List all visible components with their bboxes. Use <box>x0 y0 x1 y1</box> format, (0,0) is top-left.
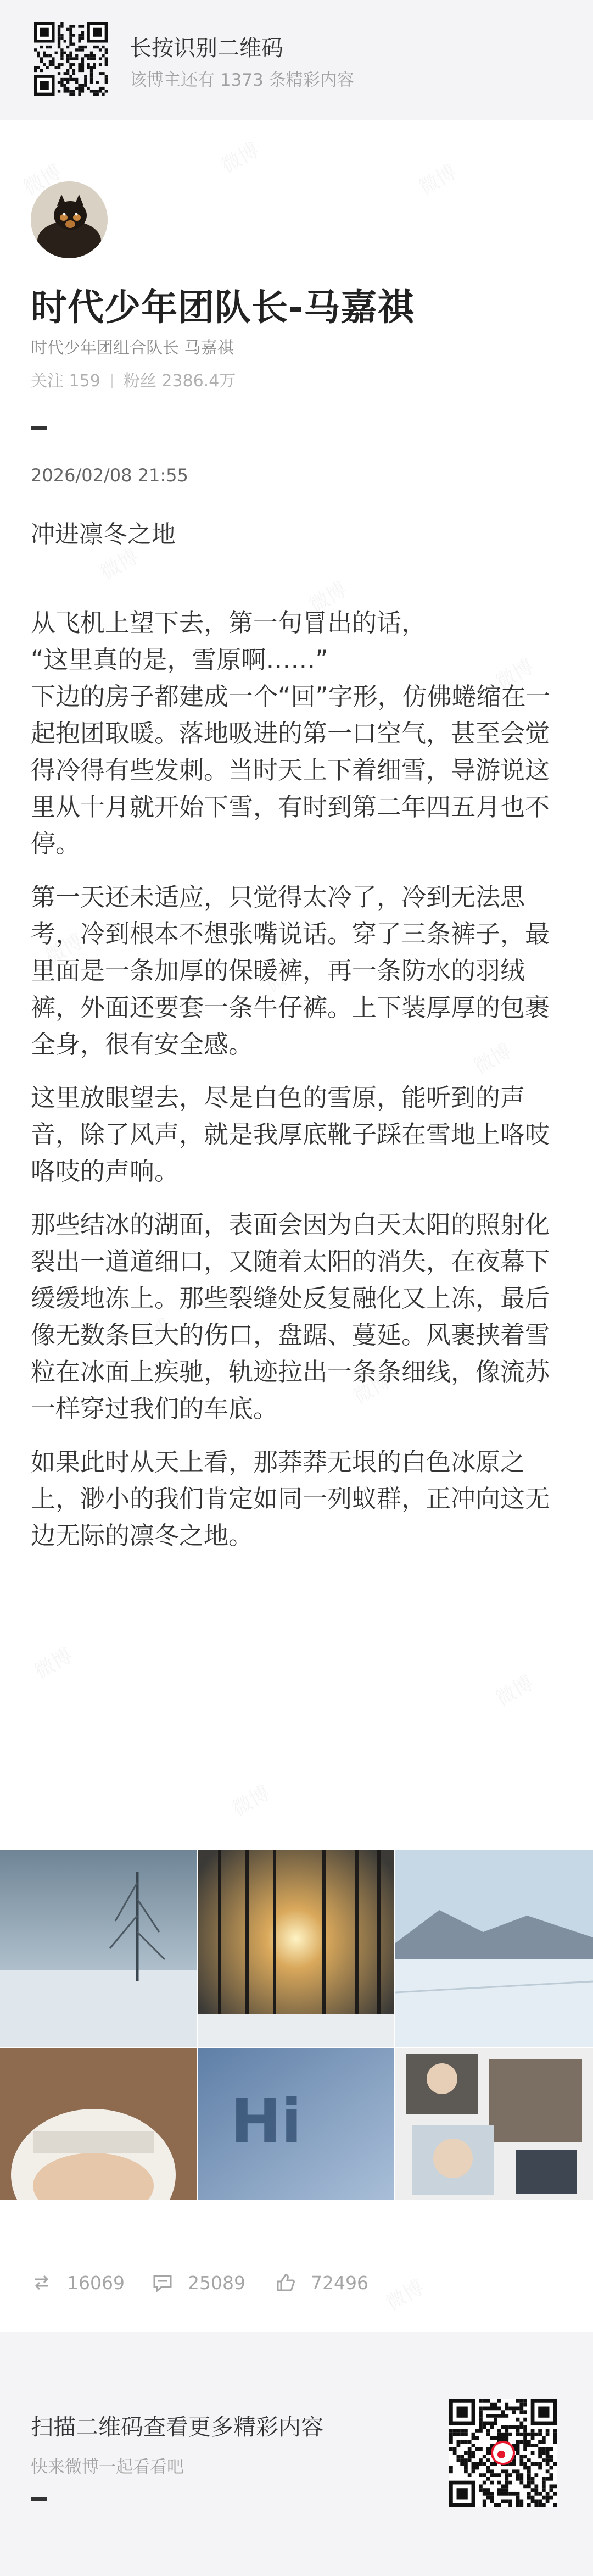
post-body <box>31 604 563 1570</box>
post-paragraph: 那些结冰的湖面，表面会因为白天太阳的照射化裂出一道道细口，又随着太阳的消失，在夜幕下缓缓地冻上。那些裂缝处反复融化又上冻，最后像无数条巨大的伤口，盘踞、蔓延。风裹挟着雪粒在冰面上疾驰，轨迹拉出一条条细线，像流苏一样穿过我们的车底。 <box>31 1210 550 1423</box>
comment-icon <box>152 2272 174 2294</box>
post-paragraph: 这里放眼望去，尽是白色的雪原，能听到的声音，除了风声，就是我厚底靴子踩在雪地上咯吱咯吱的声响。 <box>31 1083 550 1186</box>
post-title: 冲进凛冬之地 <box>31 520 176 548</box>
post-paragraph: 从飞机上望下去，第一句冒出的话， “这里真的是，雪原啊……” 下边的房子都建成一个“回”字形，仿佛蜷缩在一起抱团取暖。落地吸进的第一口空气，甚至会觉得冷得有些发刺。当时天上下着细雪，导游说这里从十月就开始下雪，有时到第二年四五月也不停。 <box>31 608 551 858</box>
avatar[interactable] <box>31 181 108 258</box>
footer-qr-banner <box>0 2332 593 2576</box>
repost-button[interactable] <box>31 2272 125 2294</box>
following-count[interactable]: 关注 159 <box>31 371 100 391</box>
gallery-photo-frozen-lake[interactable] <box>0 1850 197 2047</box>
footer-title: 扫描二维码查看更多精彩内容 <box>31 2414 323 2440</box>
gallery-photo-hi-window[interactable] <box>198 2048 394 2200</box>
stats-divider <box>111 374 113 388</box>
footer-divider <box>31 2497 47 2501</box>
qr-code-small[interactable] <box>34 22 108 96</box>
qr-pattern <box>34 22 108 96</box>
repost-count: 16069 <box>67 2272 125 2294</box>
top-qr-banner <box>0 0 593 120</box>
footer-subtitle: 快来微博一起看看吧 <box>31 2457 184 2477</box>
gallery-hi-text: Hi <box>231 2086 302 2156</box>
page-title: 时代少年团队长-马嘉祺 <box>31 286 415 329</box>
thumbs-up-icon <box>275 2272 296 2294</box>
watermark-text <box>490 1668 538 1712</box>
banner-subtitle: 该博主还有 1373 条精彩内容 <box>130 70 354 90</box>
gallery-photo-selfie-hat[interactable] <box>0 2048 197 2200</box>
profile-stats <box>31 367 236 391</box>
post-actions <box>0 2258 593 2313</box>
banner-title: 长按识别二维码 <box>130 36 283 61</box>
followers-count[interactable]: 粉丝 2386.4万 <box>123 371 236 391</box>
gallery-photo-sunset-forest[interactable] <box>198 1850 394 2047</box>
watermark-text <box>226 1778 275 1822</box>
qr-code-large[interactable] <box>449 2399 557 2507</box>
profile-bio: 时代少年团组合队长 马嘉祺 <box>31 338 234 358</box>
gallery-photo-lake-mountains[interactable] <box>395 1850 593 2047</box>
like-count: 72496 <box>311 2272 368 2294</box>
watermark-text <box>413 157 461 201</box>
comment-count: 25089 <box>188 2272 245 2294</box>
post-paragraph: 第一天还未适应，只觉得太冷了，冷到无法思考，冷到根本不想张嘴说话。穿了三条裤子，最里面是一条加厚的保暖裤，再一条防水的羽绒裤，外面还要套一条牛仔裤。上下装厚厚的包裹全身，很有安全感。 <box>31 882 550 1059</box>
post-paragraph: 如果此时从天上看，那莽莽无垠的白色冰原之上，渺小的我们肯定如同一列蚁群，正冲向这无边无际的凛冬之地。 <box>31 1447 550 1550</box>
repost-icon <box>31 2272 53 2294</box>
weibo-qr-icon <box>449 2399 557 2507</box>
like-button[interactable] <box>275 2272 368 2294</box>
comment-button[interactable] <box>152 2272 245 2294</box>
watermark-text <box>215 135 264 179</box>
watermark-text <box>29 1640 77 1684</box>
photo-gallery <box>0 1850 593 2200</box>
post-date: 2026/02/08 21:55 <box>31 465 188 486</box>
gallery-photo-collage[interactable] <box>395 2048 593 2200</box>
section-divider <box>31 426 47 430</box>
